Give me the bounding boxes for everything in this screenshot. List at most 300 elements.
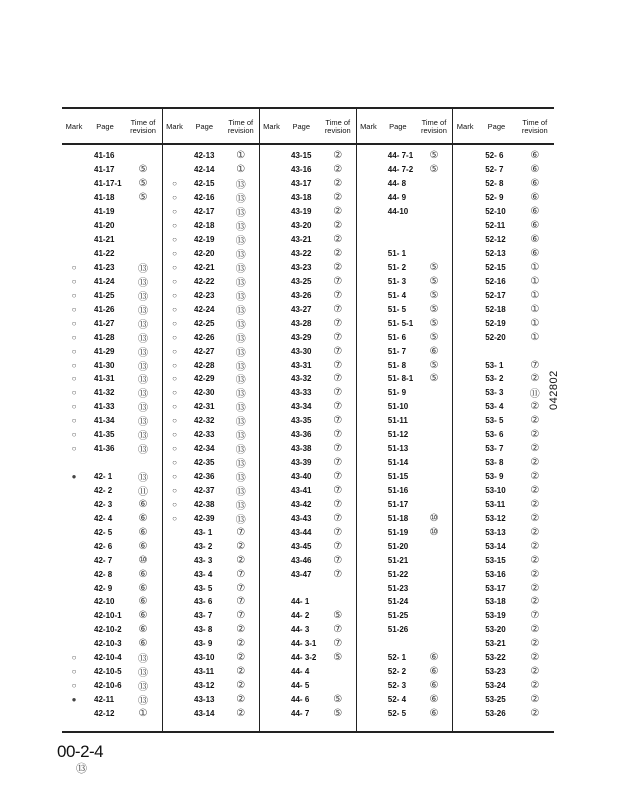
table-row (453, 511, 554, 525)
page-ref: 44- 6 (291, 695, 310, 705)
table-row (62, 595, 162, 609)
page-ref: 43-25 (291, 276, 312, 286)
table-row (453, 581, 554, 595)
page-ref: 43-42 (291, 499, 312, 509)
page-ref: 53- 8 (485, 458, 504, 468)
table-row (260, 261, 356, 275)
table-row (163, 707, 259, 721)
revision-mark: ⑥ (138, 512, 148, 524)
revision-mark: ② (236, 624, 246, 636)
page-ref: 43-28 (291, 318, 312, 328)
table-row (357, 511, 452, 525)
table-row (62, 372, 162, 386)
table-row (62, 637, 162, 651)
revision-mark: ⑬ (235, 263, 246, 275)
change-mark: ○ (172, 458, 177, 468)
table-row (62, 539, 162, 553)
table-row (260, 525, 356, 539)
table-row (163, 149, 259, 163)
page-ref: 52-15 (485, 262, 506, 272)
table-row (62, 177, 162, 191)
revision-mark: ⑥ (530, 192, 540, 204)
page-ref: 42-34 (194, 444, 215, 454)
revision-mark: ⑬ (235, 194, 246, 206)
page-ref: 51-22 (387, 569, 409, 579)
change-mark: ○ (172, 485, 177, 495)
revision-mark: ⑦ (236, 610, 246, 622)
page-ref: 52-10 (485, 207, 506, 217)
page-ref: 52-16 (485, 276, 506, 286)
page-ref: 51-16 (387, 485, 409, 495)
revision-mark: ⑦ (333, 568, 343, 580)
page-ref: 44- 3 (291, 625, 310, 635)
page-ref: 43-22 (291, 249, 312, 259)
table-row (163, 581, 259, 595)
table-row (260, 484, 356, 498)
revision-mark: ⑥ (429, 694, 439, 706)
revision-mark: ⑤ (138, 178, 148, 190)
column-header-row (453, 113, 554, 141)
page-ref: 43- 7 (194, 611, 213, 621)
revision-mark: ② (530, 484, 540, 496)
revision-mark: ② (530, 498, 540, 510)
table-row (260, 637, 356, 651)
table-row (260, 651, 356, 665)
column-group (62, 107, 162, 733)
table-row (62, 274, 162, 288)
table-row (453, 623, 554, 637)
revision-mark: ⑦ (333, 484, 343, 496)
revision-mark: ⑦ (333, 554, 343, 566)
revision-mark: ⑥ (138, 596, 148, 608)
table-row (260, 442, 356, 456)
revision-mark: ⑬ (235, 473, 246, 485)
page-ref: 51- 3 (387, 276, 407, 286)
table-row (357, 414, 452, 428)
header-page: Page (389, 122, 407, 131)
table-row (357, 497, 452, 511)
revision-mark: ⑥ (138, 638, 148, 650)
table-row (453, 358, 554, 372)
page-ref: 43-21 (291, 235, 312, 245)
table-row (163, 511, 259, 525)
table-row (62, 553, 162, 567)
revision-mark: ⑦ (333, 373, 343, 385)
table-row (62, 400, 162, 414)
table-row (453, 372, 554, 386)
table-row (163, 679, 259, 693)
column-group (259, 107, 356, 733)
table-row (453, 261, 554, 275)
page-ref: 41-31 (94, 374, 115, 384)
revision-mark: ⑬ (235, 222, 246, 234)
revision-mark: ⑬ (138, 375, 148, 387)
revision-mark: ① (530, 261, 540, 273)
page-ref: 42-22 (194, 276, 215, 286)
page-ref: 51-17 (387, 499, 409, 509)
change-mark: ○ (172, 207, 177, 217)
page-ref: 44- 9 (387, 193, 407, 203)
revision-mark: ⑦ (530, 359, 540, 371)
revision-mark: ② (530, 540, 540, 552)
change-mark: ○ (172, 416, 177, 426)
table-row (163, 414, 259, 428)
revision-mark: ② (236, 638, 246, 650)
page-ref: 42-20 (194, 249, 215, 259)
change-mark: ○ (71, 262, 77, 272)
page-ref: 53-23 (485, 667, 506, 677)
page-ref: 42- 3 (94, 499, 113, 509)
table-row (260, 386, 356, 400)
page-ref: 51-25 (387, 611, 409, 621)
page-ref: 43-18 (291, 193, 312, 203)
page-ref: 41-22 (94, 249, 115, 259)
change-mark: ○ (71, 388, 77, 398)
table-row (260, 679, 356, 693)
table-row (357, 316, 452, 330)
page-ref: 51-23 (387, 583, 409, 593)
page-ref: 43- 6 (194, 597, 213, 607)
table-row (453, 693, 554, 707)
page-ref: 42- 8 (94, 569, 113, 579)
page-ref: 42-16 (194, 193, 215, 203)
page-ref: 51- 8 (387, 360, 407, 370)
page-ref: 43-27 (291, 304, 312, 314)
header-mark: Mark (360, 122, 377, 131)
revision-mark: ⑩ (429, 526, 439, 538)
table-row (453, 553, 554, 567)
page-ref: 42-33 (194, 430, 215, 440)
page-ref: 42-28 (194, 360, 215, 370)
table-row (357, 679, 452, 693)
page-ref: 41-23 (94, 262, 115, 272)
revision-mark: ⑬ (235, 291, 246, 303)
table-row (163, 386, 259, 400)
change-mark: ○ (172, 499, 177, 509)
page-ref: 51-10 (387, 402, 409, 412)
page-ref: 42-35 (194, 458, 215, 468)
change-mark: ○ (172, 179, 177, 189)
page-ref: 42-38 (194, 499, 215, 509)
revision-mark: ② (530, 429, 540, 441)
table-row (453, 177, 554, 191)
revision-mark: ⑦ (333, 471, 343, 483)
page-ref: 43-47 (291, 569, 312, 579)
page-ref: 41-17 (94, 165, 115, 175)
table-row (453, 665, 554, 679)
change-mark: ○ (172, 402, 177, 412)
revision-mark: ① (530, 317, 540, 329)
change-mark: ○ (172, 430, 177, 440)
page-ref: 52-13 (485, 249, 506, 259)
page-ref: 43-19 (291, 207, 312, 217)
revision-mark: ⑬ (138, 473, 148, 485)
revision-mark: ② (236, 652, 246, 664)
table-row (260, 316, 356, 330)
table-row (260, 428, 356, 442)
page-ref: 53-11 (485, 499, 506, 509)
table-row (453, 149, 554, 163)
table-row (163, 470, 259, 484)
revision-mark: ⑬ (138, 696, 148, 708)
revision-mark: ⑥ (429, 345, 439, 357)
table-row (163, 609, 259, 623)
revision-mark: ① (236, 150, 246, 162)
page-ref: 52- 8 (485, 179, 504, 189)
change-mark: ○ (172, 304, 177, 314)
revision-mark: ② (236, 680, 246, 692)
revision-mark: ⑬ (138, 319, 148, 331)
revision-mark: ⑤ (138, 164, 148, 176)
page-ref: 53- 5 (485, 416, 504, 426)
table-row (453, 679, 554, 693)
table-row (62, 693, 162, 707)
revision-mark: ⑦ (333, 275, 343, 287)
revision-mark: ⑬ (138, 682, 148, 694)
page-ref: 44- 7 (291, 708, 310, 718)
revision-mark: ① (138, 707, 148, 719)
revision-mark: ⑬ (235, 389, 246, 401)
change-mark: ○ (172, 444, 177, 454)
change-mark: ○ (71, 653, 77, 663)
table-row (62, 149, 162, 163)
change-mark: ○ (71, 360, 77, 370)
change-mark: ○ (71, 430, 77, 440)
page-ref: 41-21 (94, 235, 115, 245)
revision-mark: ② (333, 234, 343, 246)
revision-mark: ⑦ (333, 331, 343, 343)
revision-mark: ② (236, 554, 246, 566)
table-row (357, 707, 452, 721)
page-ref: 53-10 (485, 485, 506, 495)
table-row (260, 205, 356, 219)
table-row (260, 177, 356, 191)
page-ref: 43-23 (291, 262, 312, 272)
table-row (453, 274, 554, 288)
page-ref: 52- 6 (485, 151, 504, 161)
table-row (357, 400, 452, 414)
revision-mark: ⑤ (138, 192, 148, 204)
change-mark: ○ (172, 235, 177, 245)
change-mark: ○ (172, 332, 177, 342)
page-ref: 53-16 (485, 569, 506, 579)
change-mark: ○ (172, 472, 177, 482)
page-ref: 43-11 (194, 667, 215, 677)
table-row (453, 316, 554, 330)
column-header-row (357, 113, 452, 141)
page-ref: 53-12 (485, 513, 506, 523)
page-ref: 51- 4 (387, 290, 407, 300)
revision-mark: ② (530, 512, 540, 524)
table-row (62, 386, 162, 400)
change-mark: ○ (71, 332, 77, 342)
revision-mark: ⑬ (138, 361, 148, 373)
revision-mark: ⑦ (333, 526, 343, 538)
page-ref: 44- 5 (291, 681, 310, 691)
table-row (163, 623, 259, 637)
table-row (260, 581, 356, 595)
table-row (62, 247, 162, 261)
page-ref: 43- 9 (194, 639, 213, 649)
page-ref: 42-25 (194, 318, 215, 328)
page-ref: 42-10-1 (94, 611, 122, 621)
table-row (163, 400, 259, 414)
page-ref: 42-10-4 (94, 653, 122, 663)
page-ref: 51- 5 (387, 304, 407, 314)
page-ref: 43-20 (291, 221, 312, 231)
revision-mark: ⑤ (429, 359, 439, 371)
table-row (163, 177, 259, 191)
page-ref: 41-29 (94, 346, 115, 356)
table-row (62, 358, 162, 372)
table-row (62, 470, 162, 484)
revision-mark: ② (530, 415, 540, 427)
table-row (163, 693, 259, 707)
page-ref: 51-12 (387, 430, 409, 440)
table-row (453, 219, 554, 233)
page-ref: 51-21 (387, 555, 409, 565)
page-ref: 52- 1 (387, 653, 407, 663)
revision-mark: ⑬ (138, 305, 148, 317)
table-row (453, 707, 554, 721)
page-ref: 43- 5 (194, 583, 213, 593)
revision-mark: ⑤ (429, 317, 439, 329)
table-row (163, 637, 259, 651)
page-ref: 42-13 (194, 151, 215, 161)
revision-mark: ① (236, 164, 246, 176)
page-ref: 43-44 (291, 527, 312, 537)
table-row (453, 386, 554, 400)
table-row (62, 609, 162, 623)
table-row (357, 274, 452, 288)
table-row (260, 511, 356, 525)
revision-mark: ⑤ (429, 331, 439, 343)
page-ref: 52- 4 (387, 695, 407, 705)
column-header-row (260, 113, 356, 141)
change-mark: ● (71, 472, 77, 482)
revision-mark: ⑦ (333, 624, 343, 636)
change-mark: ○ (172, 249, 177, 259)
page-ref: 53- 2 (485, 374, 504, 384)
table-row (163, 553, 259, 567)
table-row (260, 358, 356, 372)
page-ref: 51- 5-1 (387, 318, 414, 328)
table-row (163, 205, 259, 219)
revision-mark: ⑦ (333, 457, 343, 469)
revision-mark: ⑬ (138, 389, 148, 401)
revision-mark: ② (530, 457, 540, 469)
table-row (260, 400, 356, 414)
page-ref: 43-43 (291, 513, 312, 523)
revision-mark: ⑬ (138, 291, 148, 303)
table-row (357, 470, 452, 484)
header-page: Page (96, 122, 114, 131)
page-ref: 43-46 (291, 555, 312, 565)
change-mark: ○ (71, 444, 77, 454)
table-row (163, 442, 259, 456)
revision-mark: ⑥ (530, 248, 540, 260)
change-mark: ○ (172, 360, 177, 370)
page-ref: 41-18 (94, 193, 115, 203)
page-ref: 53-25 (485, 695, 506, 705)
table-row (62, 330, 162, 344)
revision-mark: ② (530, 443, 540, 455)
table-row (62, 651, 162, 665)
revision-mark: ⑦ (236, 596, 246, 608)
page-ref: 41-32 (94, 388, 115, 398)
table-row (453, 456, 554, 470)
revision-mark: ① (530, 331, 540, 343)
page-ref: 43-10 (194, 653, 215, 663)
page-ref: 43-17 (291, 179, 312, 189)
revision-mark: ⑬ (138, 445, 148, 457)
revision-mark: ⑬ (235, 236, 246, 248)
revision-mark: ⑥ (138, 568, 148, 580)
header-revision: Time of revision (324, 118, 351, 135)
page-ref: 51- 6 (387, 332, 407, 342)
revision-mark: ⑬ (235, 361, 246, 373)
column-group (162, 107, 259, 733)
table-row (357, 288, 452, 302)
table-row (62, 497, 162, 511)
table-row (357, 539, 452, 553)
table-row (62, 511, 162, 525)
page-ref: 51-11 (387, 416, 408, 426)
revision-mark: ⑦ (333, 415, 343, 427)
page-ref: 42-31 (194, 402, 215, 412)
revision-mark: ⑤ (333, 652, 343, 664)
page-ref: 43-26 (291, 290, 312, 300)
page-ref: 43-35 (291, 416, 312, 426)
revision-mark: ⑥ (429, 666, 439, 678)
table-row (62, 191, 162, 205)
revision-mark: ⑬ (235, 486, 246, 498)
table-row (453, 525, 554, 539)
column-header-row (62, 113, 162, 141)
page-ref: 43- 8 (194, 625, 213, 635)
revision-mark: ② (530, 666, 540, 678)
table-row (260, 595, 356, 609)
page-ref: 52-18 (485, 304, 506, 314)
page-ref: 43-31 (291, 360, 312, 370)
change-mark: ○ (172, 318, 177, 328)
page-ref: 42-11 (94, 695, 115, 705)
revision-mark: ② (333, 164, 343, 176)
page-ref: 41-20 (94, 221, 115, 231)
page-ref: 42-32 (194, 416, 215, 426)
revision-mark: ⑦ (236, 526, 246, 538)
page-ref: 43-41 (291, 485, 312, 495)
page-ref: 51- 2 (387, 262, 407, 272)
revision-mark: ② (236, 666, 246, 678)
table-row (163, 525, 259, 539)
page-ref: 53- 9 (485, 472, 504, 482)
revision-mark: ② (333, 178, 343, 190)
page-ref: 42- 7 (94, 555, 113, 565)
table-row (260, 247, 356, 261)
revision-mark: ⑥ (138, 526, 148, 538)
table-row (357, 693, 452, 707)
revision-mark: ② (530, 568, 540, 580)
table-row (453, 428, 554, 442)
table-row (453, 400, 554, 414)
page-ref: 51- 1 (387, 249, 407, 259)
page-ref: 41-33 (94, 402, 115, 412)
table-row (357, 177, 452, 191)
page-ref: 53-14 (485, 541, 506, 551)
page-ref: 41-28 (94, 332, 115, 342)
page-ref: 52- 3 (387, 681, 407, 691)
